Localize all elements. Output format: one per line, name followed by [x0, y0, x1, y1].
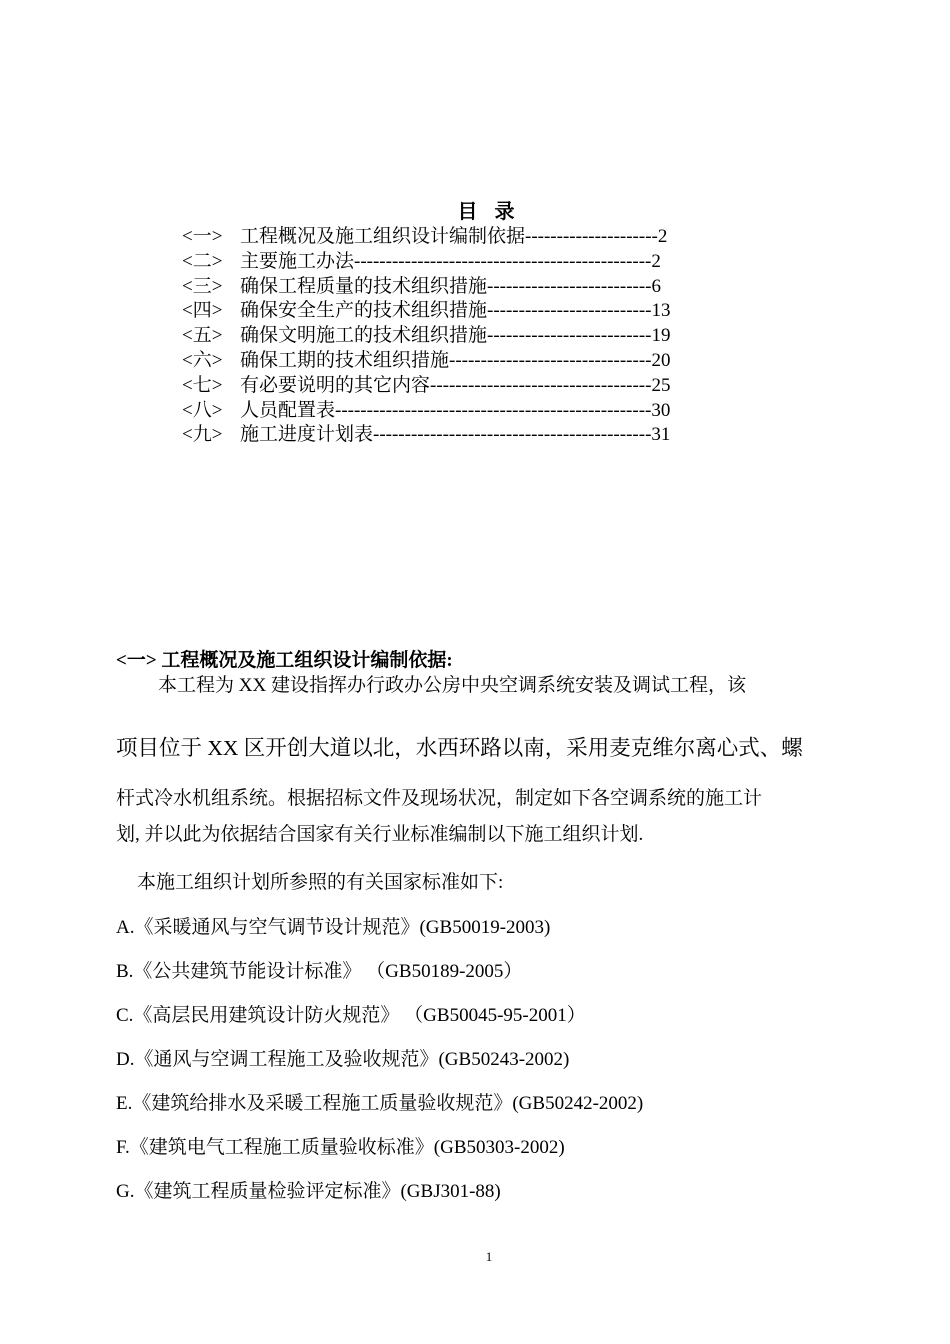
toc-entry-number: <九>: [182, 424, 223, 446]
standard-item: C.《高层民用建筑设计防火规范》 （GB50045-95-2001）: [116, 1005, 586, 1026]
toc-entry-text: 确保工期的技术组织措施--------------------------------20: [240, 349, 671, 371]
toc-entry-number: <三>: [182, 275, 223, 297]
intro-paragraph-line: 项目位于 XX 区开创大道以北，水西环路以南，采用麦克维尔离心式、螺: [116, 736, 803, 760]
toc-entry[interactable]: [182, 324, 782, 349]
standard-item: G.《建筑工程质量检验评定标准》(GBJ301-88): [116, 1181, 501, 1202]
toc-entry[interactable]: [182, 299, 782, 324]
toc-entry-number: <六>: [182, 349, 223, 371]
toc-entry[interactable]: [182, 349, 782, 374]
toc-entry-number: <一>: [182, 226, 223, 247]
toc-entry[interactable]: [182, 423, 782, 448]
toc-entry-number: <八>: [182, 399, 223, 421]
standards-intro: 本施工组织计划所参照的有关国家标准如下:: [137, 872, 504, 893]
toc-entry-number: <五>: [182, 325, 223, 347]
toc-entry[interactable]: [182, 399, 782, 424]
standard-item: A.《采暖通风与空气调节设计规范》(GB50019-2003): [116, 917, 551, 938]
standard-item: F.《建筑电气工程施工质量验收标准》(GB50303-2002): [116, 1137, 565, 1158]
toc-entry-text: 主要施工办法-----------------------------------------------2: [240, 250, 661, 272]
toc-entry-text: 确保文明施工的技术组织措施--------------------------19: [240, 325, 671, 347]
toc-entry[interactable]: [182, 250, 782, 275]
toc-entry[interactable]: [182, 225, 782, 250]
toc-entry-text: 确保安全生产的技术组织措施--------------------------13: [240, 300, 671, 322]
toc-entry-number: <四>: [182, 300, 223, 322]
toc-entry-text: 工程概况及施工组织设计编制依据---------------------2: [240, 226, 668, 247]
intro-paragraph-line: 杆式冷水机组系统。根据招标文件及现场状况，制定如下各空调系统的施工计: [116, 788, 763, 809]
toc-entry-text: 施工进度计划表--------------------------------------------31: [240, 424, 671, 446]
toc-entry[interactable]: [182, 374, 782, 399]
page-number: 1: [485, 1249, 493, 1264]
toc-title: 目 录: [457, 201, 521, 223]
standard-item: B.《公共建筑节能设计标准》 （GB50189-2005）: [116, 961, 523, 982]
standard-item: E.《建筑给排水及采暖工程施工质量验收规范》(GB50242-2002): [116, 1093, 644, 1114]
toc-entry[interactable]: [182, 275, 782, 300]
standards-list: [116, 915, 643, 1223]
standard-item: D.《通风与空调工程施工及验收规范》(GB50243-2002): [116, 1049, 570, 1070]
toc-entry-text: 确保工程质量的技术组织措施--------------------------6: [240, 275, 662, 297]
intro-paragraph-line: 划, 并以此为依据结合国家有关行业标准编制以下施工组织计划.: [116, 824, 644, 845]
toc-entry-text: 有必要说明的其它内容-----------------------------------25: [240, 374, 671, 396]
toc-entry-number: <七>: [182, 374, 223, 396]
intro-paragraph-line: 本工程为 XX 建设指挥办行政办公房中央空调系统安装及调试工程，该: [158, 675, 746, 696]
toc-entry-text: 人员配置表--------------------------------------------------30: [240, 399, 671, 421]
section-heading: <一> 工程概况及施工组织设计编制依据:: [116, 650, 453, 671]
toc-entry-number: <二>: [182, 250, 223, 272]
table-of-contents: [182, 225, 782, 448]
